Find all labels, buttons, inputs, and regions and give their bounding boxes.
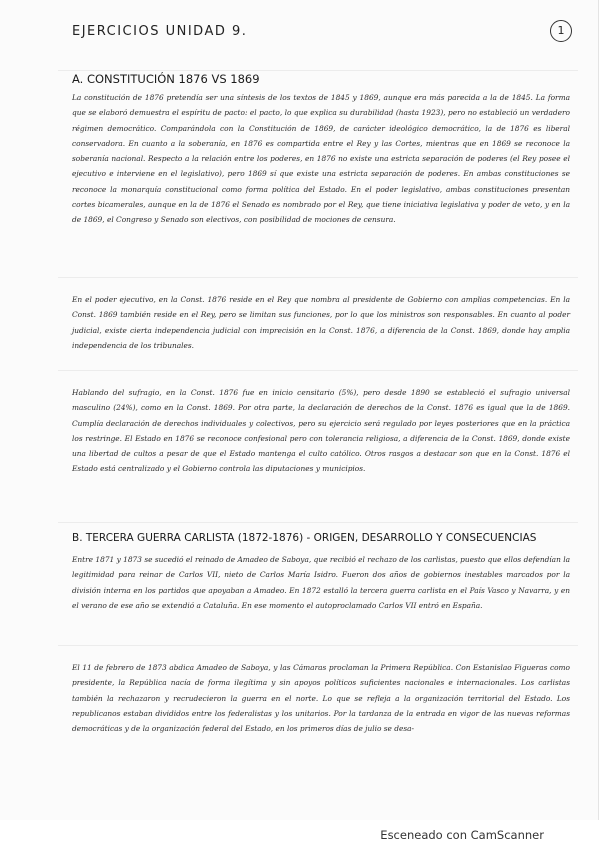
ruled-line xyxy=(58,370,578,371)
section-a-paragraph-2: En el poder ejecutivo, en la Const. 1876 reside en el Rey que nombra al presidente de Gobierno con amplias competencias. En la Const. 1869 también reside en el Rey, pero se limitan sus funciones, por lo que los ministros son responsables. En cuanto al poder judicial, existe cierta independencia judicial con imprecisión en la Const. 1876, a diferencia de la Const. 1869, donde hay amplia independencia de los tribunales. xyxy=(72,295,570,350)
scanner-footer xyxy=(0,826,599,848)
scanner-watermark-text: Esceneado con CamScanner xyxy=(380,828,544,842)
section-b-paragraph-1: Entre 1871 y 1873 se sucedió el reinado de Amadeo de Saboya, que recibió el rechazo de los carlistas, puesto que ellos defendían la legitimidad para reinar de Carlos VII, nieto de Carlos María Isidro. Fueron dos años de gobiernos inestables marcados por la división interna en los partidos que apoyaban a Amadeo. En 1872 estalló la tercera guerra carlista en el País Vasco y Navarra, y en el verano de ese año se extendió a Cataluña. En ese momento el autoproclamado Carlos VII entró en España. xyxy=(72,555,570,610)
ruled-line xyxy=(58,70,578,71)
page-title: EJERCICIOS UNIDAD 9. xyxy=(72,24,248,39)
page-number-badge xyxy=(550,20,572,42)
section-a-heading: A. CONSTITUCIÓN 1876 VS 1869 xyxy=(72,72,260,86)
section-a-paragraph-3: Hablando del sufragio, en la Const. 1876 fue en inicio censitario (5%), pero desde 1890 se estableció el sufragio universal masculino (24%), como en la Const. 1869. Por otra parte, la declaración de derechos de la Const. 1876 es igual que la de 1869. Cumplía declaración de derechos individuales y colectivos, pero su ejercicio será regulado por leyes posteriores que en la práctica los restringe. El Estado en 1876 se reconoce confesional pero con tolerancia religiosa, a diferencia de la Const. 1869, donde existe una libertad de cultos a pesar de que el Estado mantenga el culto católico. Otros rasgos a destacar son que en la Const. 1876 el Estado está centralizado y el Gobierno controla las diputaciones y municipios. xyxy=(72,388,570,474)
section-b-paragraph-2: El 11 de febrero de 1873 abdica Amadeo de Saboya, y las Cámaras proclaman la Primera República. Con Estanislao Figueras como presidente, la República nacía de forma ilegítima y sin apoyos políticos suficientes nacionales e internacionales. Los carlistas también la rechazaron y recrudecieron la guerra en el norte. Lo que se refleja a la organización territorial del Estado. Los republicanos estaban divididos entre los federalistas y los unitarios. Por la tardanza de la entrada en vigor de las nuevas reformas democráticas y de la organización federal del Estado, en los primeros días de julio se desa- xyxy=(72,663,570,734)
page-number: 1 xyxy=(557,24,565,37)
ruled-line xyxy=(58,522,578,523)
ruled-line xyxy=(58,277,578,278)
section-a-paragraph-1: La constitución de 1876 pretendía ser una síntesis de los textos de 1845 y 1869, aunque era más parecida a la de 1845. La forma que se elaboró demuestra el espíritu de pacto: el pacto, lo que explica su durabilidad (hasta 1923), pero no estableció un verdadero régimen democrático. Comparándola con la Constitución de 1869, de carácter ideológico democrático, la de 1876 es liberal conservadora. En cuanto a la soberanía, en 1876 es compartida entre el Rey y las Cortes, mientras que en 1869 se reconoce la soberanía nacional. Respecto a la relación entre los poderes, en 1876 no existe una estricta separación de poderes (el Rey posee el ejecutivo e interviene en el legislativo), pero 1869 sí que existe una estricta separación de poderes. En ambas constituciones se reconoce la monarquía constitucional como forma política del Estado. En el poder legislativo, ambas constituciones presentan cortes bicamerales, aunque en la de 1876 el Senado es nombrado por el Rey, que tiene iniciativa legislativa y poder de veto, y en la de 1869, el Congreso y Senado son electivos, con posibilidad de mociones de censura. xyxy=(72,93,570,225)
ruled-line xyxy=(58,645,578,646)
section-b-heading: B. TERCERA GUERRA CARLISTA (1872-1876) - ORIGEN, DESARROLLO Y CONSECUENCIAS xyxy=(72,532,537,544)
